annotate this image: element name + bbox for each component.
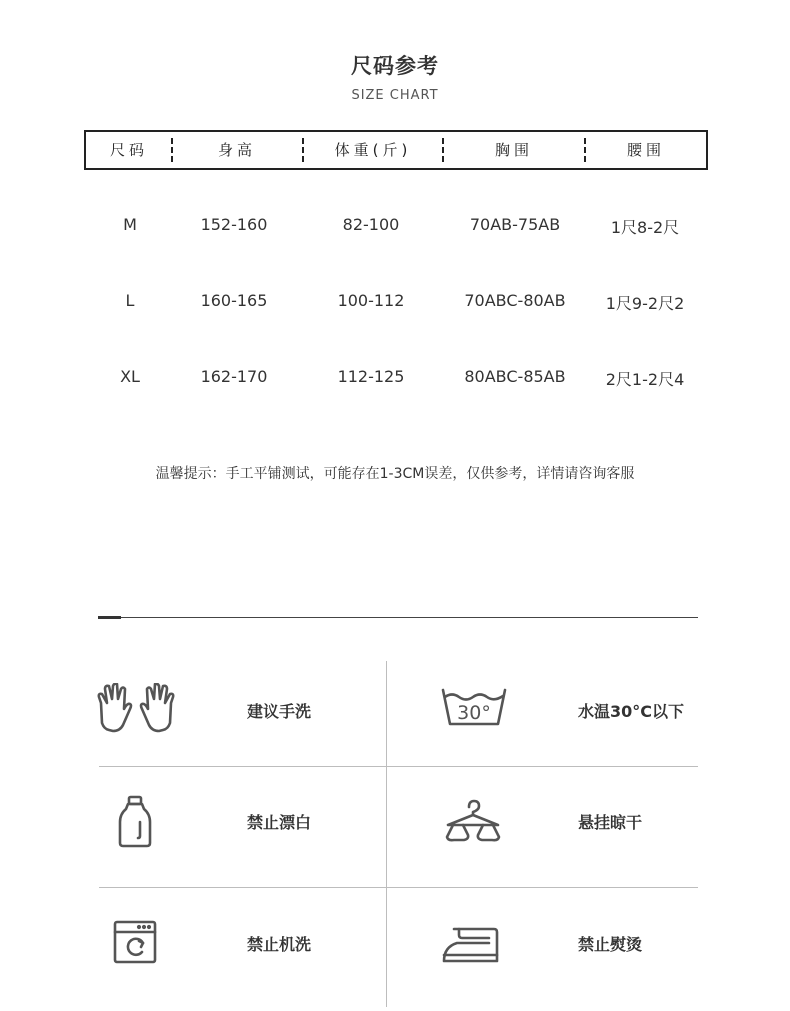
cell-bust: 80ABC-85AB — [464, 367, 566, 386]
page-title: 尺码参考 — [351, 54, 439, 78]
cell-waist: 1尺9-2尺2 — [605, 294, 685, 313]
cell-weight: 82-100 — [342, 215, 400, 234]
cell-size: XL — [120, 367, 140, 386]
no-bleach-icon — [116, 794, 154, 850]
column-header-weight: 体重(斤) — [334, 141, 412, 159]
column-header-waist: 腰围 — [626, 141, 665, 159]
column-header-size: 尺码 — [109, 141, 148, 159]
cell-height: 160-165 — [200, 291, 268, 310]
cell-bust: 70AB-75AB — [469, 215, 561, 234]
cell-weight: 100-112 — [337, 291, 405, 310]
size-table-header — [84, 130, 708, 170]
column-header-bust: 胸围 — [494, 141, 533, 159]
care-label: 水温30°C以下 — [578, 702, 685, 721]
care-grid-row-divider — [99, 887, 698, 888]
cell-waist: 2尺1-2尺4 — [605, 370, 685, 389]
care-label: 禁止机洗 — [247, 935, 312, 954]
section-divider — [98, 617, 698, 618]
measurement-note: 温馨提示：手工平铺测试，可能存在1-3CM误差，仅供参考，详情请咨询客服 — [155, 466, 635, 482]
wash-30-icon — [440, 686, 508, 728]
column-header-height: 身高 — [217, 141, 256, 159]
cell-weight: 112-125 — [337, 367, 405, 386]
wash-temperature-text: 30° — [457, 702, 491, 724]
care-grid-row-divider — [99, 766, 698, 767]
cell-bust: 70ABC-80AB — [464, 291, 566, 310]
cell-waist: 1尺8-2尺 — [610, 218, 680, 237]
page-subtitle: SIZE CHART — [351, 88, 439, 103]
care-grid-vertical-divider — [386, 661, 387, 1007]
section-divider-accent — [98, 616, 121, 619]
care-label: 禁止漂白 — [247, 813, 312, 832]
care-label: 悬挂晾干 — [578, 813, 643, 832]
hang-dry-icon — [444, 799, 502, 843]
no-machine-wash-icon — [112, 919, 158, 965]
care-label: 建议手洗 — [247, 702, 312, 721]
hand-wash-icon — [97, 683, 175, 735]
care-label: 禁止熨烫 — [578, 935, 643, 954]
cell-size: M — [123, 215, 137, 234]
cell-height: 152-160 — [200, 215, 268, 234]
no-iron-icon — [441, 925, 501, 965]
cell-height: 162-170 — [200, 367, 268, 386]
cell-size: L — [125, 291, 135, 310]
